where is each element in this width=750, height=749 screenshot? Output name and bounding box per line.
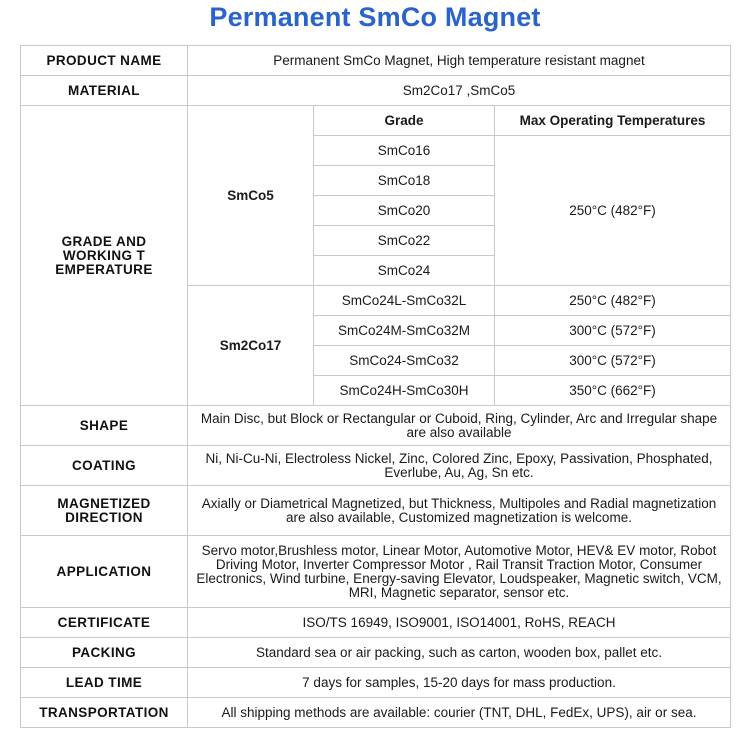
temp-cell: 300°C (572°F) xyxy=(495,346,731,376)
row-packing xyxy=(21,638,731,668)
packing-value: Standard sea or air packing, such as carton, wooden box, pallet etc. xyxy=(188,638,731,668)
lead-time-label: LEAD TIME xyxy=(21,668,188,698)
shape-label: SHAPE xyxy=(21,406,188,446)
certificate-label: CERTIFICATE xyxy=(21,608,188,638)
transportation-label: TRANSPORTATION xyxy=(21,698,188,728)
grade-cell: SmCo24H-SmCo30H xyxy=(314,376,495,406)
application-value: Servo motor,Brushless motor, Linear Motor, Automotive Motor, HEV& EV motor, Robot Driving Motor, Inverter Compressor Motor , Rail Transit Traction Motor, Consumer Electronics, Wind turbine, Energy-saving Elevator, Loudspeaker, Magnetic switch, VCM, MRI, Magnetic separator, sensor etc. xyxy=(188,536,731,608)
grade-cell: SmCo24M-SmCo32M xyxy=(314,316,495,346)
application-label: APPLICATION xyxy=(21,536,188,608)
transportation-value: All shipping methods are available: courier (TNT, DHL, FedEx, UPS), air or sea. xyxy=(188,698,731,728)
temp-cell: 350°C (662°F) xyxy=(495,376,731,406)
grade-header-row xyxy=(21,106,731,136)
spec-table xyxy=(20,45,731,728)
grade-cell: SmCo18 xyxy=(314,166,495,196)
sm2co17-family: Sm2Co17 xyxy=(188,286,314,406)
product-name-label: PRODUCT NAME xyxy=(21,46,188,76)
row-certificate xyxy=(21,608,731,638)
grade-column-header: Grade xyxy=(314,106,495,136)
grade-cell: SmCo20 xyxy=(314,196,495,226)
shape-value: Main Disc, but Block or Rectangular or Cuboid, Ring, Cylinder, Arc and Irregular shape are also available xyxy=(188,406,731,446)
grade-cell: SmCo22 xyxy=(314,226,495,256)
temp-cell: 300°C (572°F) xyxy=(495,316,731,346)
grade-cell: SmCo24-SmCo32 xyxy=(314,346,495,376)
smco5-family: SmCo5 xyxy=(188,106,314,286)
page-title: Permanent SmCo Magnet xyxy=(209,2,541,32)
grade-cell: SmCo16 xyxy=(314,136,495,166)
row-material xyxy=(21,76,731,106)
row-shape xyxy=(21,406,731,446)
grade-temperature-label: GRADE AND WORKING T EMPERATURE xyxy=(21,106,188,406)
grade-cell: SmCo24L-SmCo32L xyxy=(314,286,495,316)
row-magnetized xyxy=(21,486,731,536)
coating-value: Ni, Ni-Cu-Ni, Electroless Nickel, Zinc, Colored Zinc, Epoxy, Passivation, Phosphated, Everlube, Au, Ag, Sn etc. xyxy=(188,446,731,486)
material-value: Sm2Co17 ,SmCo5 xyxy=(188,76,731,106)
packing-label: PACKING xyxy=(21,638,188,668)
magnetized-value: Axially or Diametrical Magnetized, but Thickness, Multipoles and Radial magnetization are also available, Customized magnetization is welcome. xyxy=(188,486,731,536)
row-coating xyxy=(21,446,731,486)
temp-column-header: Max Operating Temperatures xyxy=(495,106,731,136)
lead-time-value: 7 days for samples, 15-20 days for mass production. xyxy=(188,668,731,698)
row-product-name xyxy=(21,46,731,76)
product-name-value: Permanent SmCo Magnet, High temperature resistant magnet xyxy=(188,46,731,76)
coating-label: COATING xyxy=(21,446,188,486)
grade-cell: SmCo24 xyxy=(314,256,495,286)
row-application xyxy=(21,536,731,608)
row-lead-time xyxy=(21,668,731,698)
temp-cell: 250°C (482°F) xyxy=(495,286,731,316)
material-label: MATERIAL xyxy=(21,76,188,106)
row-transportation xyxy=(21,698,731,728)
smco5-temp-cell: 250°C (482°F) xyxy=(495,136,731,286)
magnetized-label: MAGNETIZED DIRECTION xyxy=(21,486,188,536)
certificate-value: ISO/TS 16949, ISO9001, ISO14001, RoHS, REACH xyxy=(188,608,731,638)
